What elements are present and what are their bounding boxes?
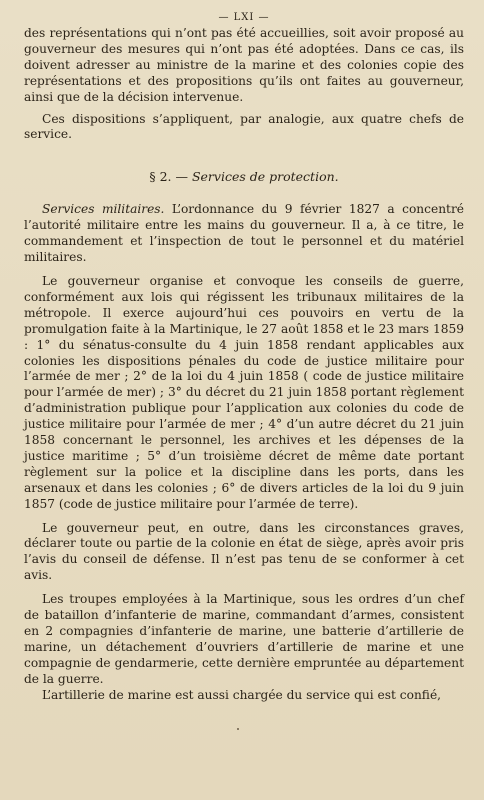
paragraph-services-militaires (24, 202, 464, 266)
paragraph-body: L’ordonnance du 9 février 1827 a concentré l’autorité militaire entre les mains du gouverneur. Il a, à ce titre, le commandement et l’inspection de tout le personnel et du matériel militaires. (24, 202, 464, 265)
paragraph-etat-de-siege: Le gouverneur peut, en outre, dans les circonstances graves, déclarer toute ou partie de la colonie en état de siège, après avoir pris l’avis du conseil de défense. Il n’est pas tenu de se conformer à cet avis. (24, 520, 464, 583)
section-heading (24, 169, 464, 184)
paper-speck (237, 728, 239, 730)
run-in-heading: Services militaires. (42, 202, 165, 217)
paragraph-troupes: Les troupes employées à la Martinique, sous les ordres d’un chef de bataillon d’infanterie de marine, commandant d’armes, consistent en 2 compagnies d’infanterie de marine, une batterie d’artillerie de marine, un détachement d’ouvriers d’artillerie de marine et une compagnie de gendarmerie, cette dernière empruntée au département de la guerre. (24, 592, 464, 686)
section-number: § 2. — (149, 169, 188, 185)
paragraph-conseils-de-guerre: Le gouverneur organise et convoque les conseils de guerre, conformément aux lois qui régissent les tribunaux militaires de la métropole. Il exerce aujourd’hui ces pouvoirs en vertu de la promulgation faite à la Martinique, le 27 août 1858 et le 23 mars 1859 : 1° du sénatus-consulte du 4 juin 1858 rendant applicables aux colonies les dispositions pénales du code de justice militaire pour l’armée de mer ; 2° de la loi du 4 juin 1858 ( code de justice militaire pour l’armée de mer) ; 3° du décret du 21 juin 1858 portant règlement d’administration publique pour l’application aux colonies du code de justice militaire pour l’armée de mer ; 4° d’un autre décret du 21 juin 1858 concernant le personnel, les archives et les dépenses de la justice maritime ; 5° d’un troisième décret de même date portant règlement sur la police et la discipline dans les ports, dans les arsenaux et dans les colonies ; 6° de divers articles de la loi du 9 juin 1857 (code de justice militaire pour l’armée de terre). (24, 273, 464, 511)
section-title: Services de protection. (191, 169, 339, 185)
paragraph-dispositions: Ces dispositions s’appliquent, par analogie, aux quatre chefs de service. (24, 111, 464, 142)
paragraph-artillerie: L’artillerie de marine est aussi chargée du service qui est confié, (42, 687, 442, 702)
page-number: — LXI — (218, 12, 270, 23)
paragraph-continuation: des représentations qui n’ont pas été accueillies, soit avoir proposé au gouverneur des mesures qui n’ont pas été adoptées. Dans ce cas, ils doivent adresser au ministre de la marine et des colonies copie des représentations et des propositions qu’ils ont faites au gouverneur, ainsi que de la décision intervenue. (24, 26, 464, 104)
